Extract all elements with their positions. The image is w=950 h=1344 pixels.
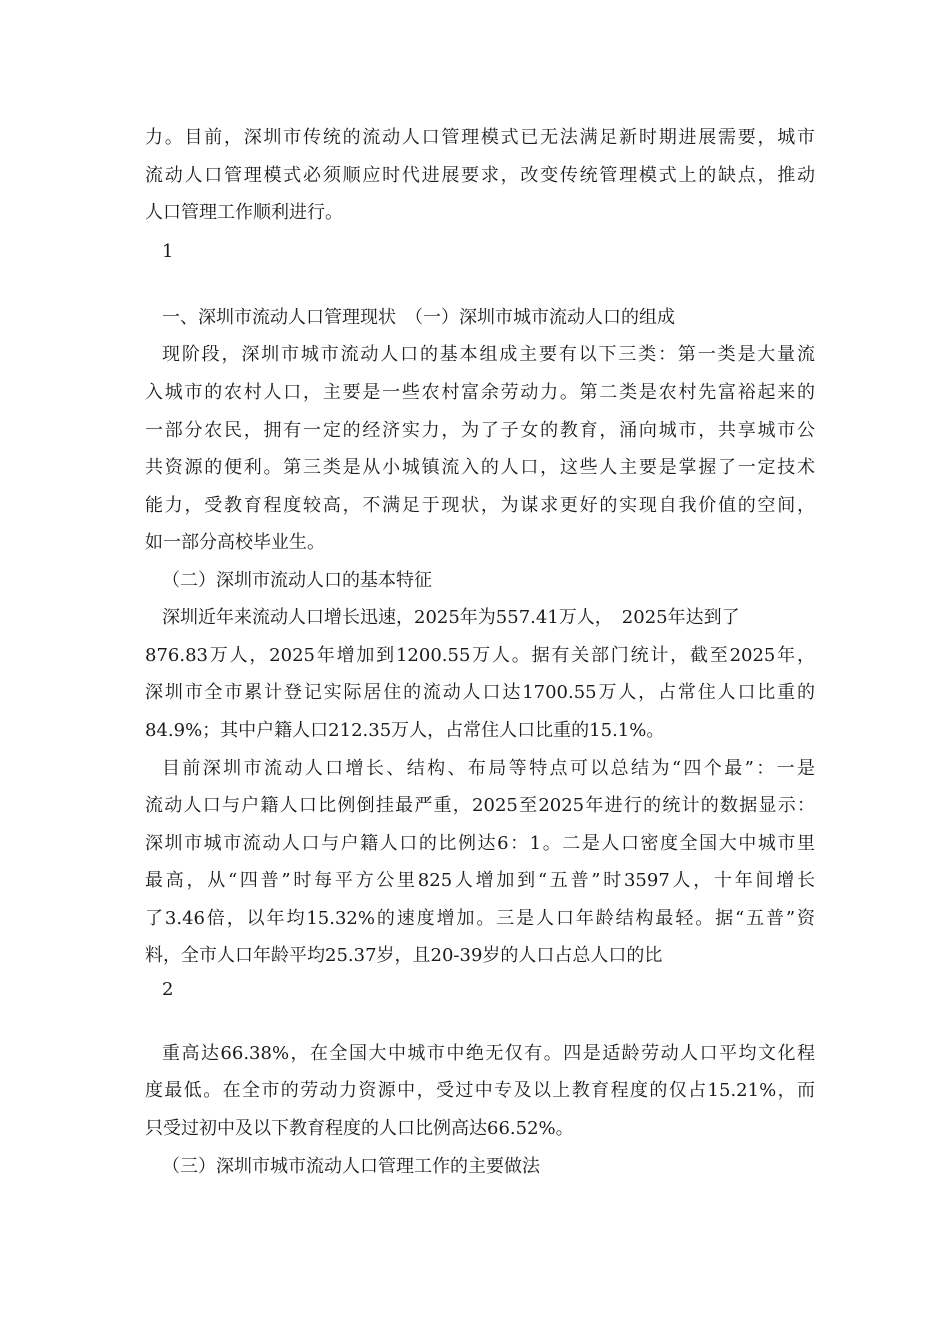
subsection-heading: （二）深圳市流动人口的基本特征 bbox=[162, 570, 432, 591]
paragraph-line: 只受过初中及以下教育程度的人口比例高达66.52%。 bbox=[145, 1118, 574, 1139]
paragraph-line: 入城市的农村人口，主要是一些农村富余劳动力。第二类是农村先富裕起来的 bbox=[145, 382, 815, 403]
paragraph-line: 现阶段，深圳市城市流动人口的基本组成主要有以下三类：第一类是大量流 bbox=[162, 344, 815, 365]
paragraph-line: 深圳近年来流动人口增长迅速，2025年为557.41万人， 2025年达到了 bbox=[162, 607, 740, 628]
page-number: 1 bbox=[162, 241, 174, 262]
paragraph-line: 深圳市城市流动人口与户籍人口的比例达6：1。二是人口密度全国大中城市里 bbox=[145, 833, 815, 854]
paragraph-line: 流动人口与户籍人口比例倒挂最严重，2025至2025年进行的统计的数据显示： bbox=[145, 795, 815, 816]
paragraph-line: 人口管理工作顺利进行。 bbox=[145, 202, 343, 223]
paragraph-line: 能力，受教育程度较高，不满足于现状，为谋求更好的实现自我价值的空间， bbox=[145, 495, 815, 516]
paragraph-line: 力。目前，深圳市传统的流动人口管理模式已无法满足新时期进展需要，城市 bbox=[145, 127, 815, 148]
paragraph-line: 流动人口管理模式必须顺应时代进展要求，改变传统管理模式上的缺点，推动 bbox=[145, 165, 815, 186]
paragraph-line: 度最低。在全市的劳动力资源中，受过中专及以上教育程度的仅占15.21%，而 bbox=[145, 1080, 815, 1101]
paragraph-line: 共资源的便利。第三类是从小城镇流入的人口，这些人主要是掌握了一定技术 bbox=[145, 457, 815, 478]
subsection-heading: （三）深圳市城市流动人口管理工作的主要做法 bbox=[162, 1156, 540, 1177]
paragraph-line: 一部分农民，拥有一定的经济实力，为了子女的教育，涌向城市，共享城市公 bbox=[145, 420, 815, 441]
paragraph-line: 重高达66.38%，在全国大中城市中绝无仅有。四是适龄劳动人口平均文化程 bbox=[162, 1043, 815, 1064]
paragraph-line: 84.9%；其中户籍人口212.35万人，占常住人口比重的15.1%。 bbox=[145, 720, 665, 741]
paragraph-line: 最高，从“四普”时每平方公里825人增加到“五普”时3597人，十年间增长 bbox=[145, 870, 815, 891]
paragraph-line: 了3.46倍，以年均15.32%的速度增加。三是人口年龄结构最轻。据“五普”资 bbox=[145, 908, 815, 929]
section-heading: 一、深圳市流动人口管理现状 （一）深圳市城市流动人口的组成 bbox=[162, 307, 675, 328]
paragraph-line: 料，全市人口年龄平均25.37岁，且20-39岁的人口占总人口的比 bbox=[145, 945, 663, 966]
paragraph-line: 876.83万人，2025年增加到1200.55万人。据有关部门统计，截至2025年， bbox=[145, 645, 815, 666]
paragraph-line: 如一部分高校毕业生。 bbox=[145, 532, 325, 553]
paragraph-line: 深圳市全市累计登记实际居住的流动人口达1700.55万人，占常住人口比重的 bbox=[145, 682, 815, 703]
page-number: 2 bbox=[162, 979, 174, 1000]
paragraph-line: 目前深圳市流动人口增长、结构、布局等特点可以总结为“四个最”：一是 bbox=[162, 758, 815, 779]
